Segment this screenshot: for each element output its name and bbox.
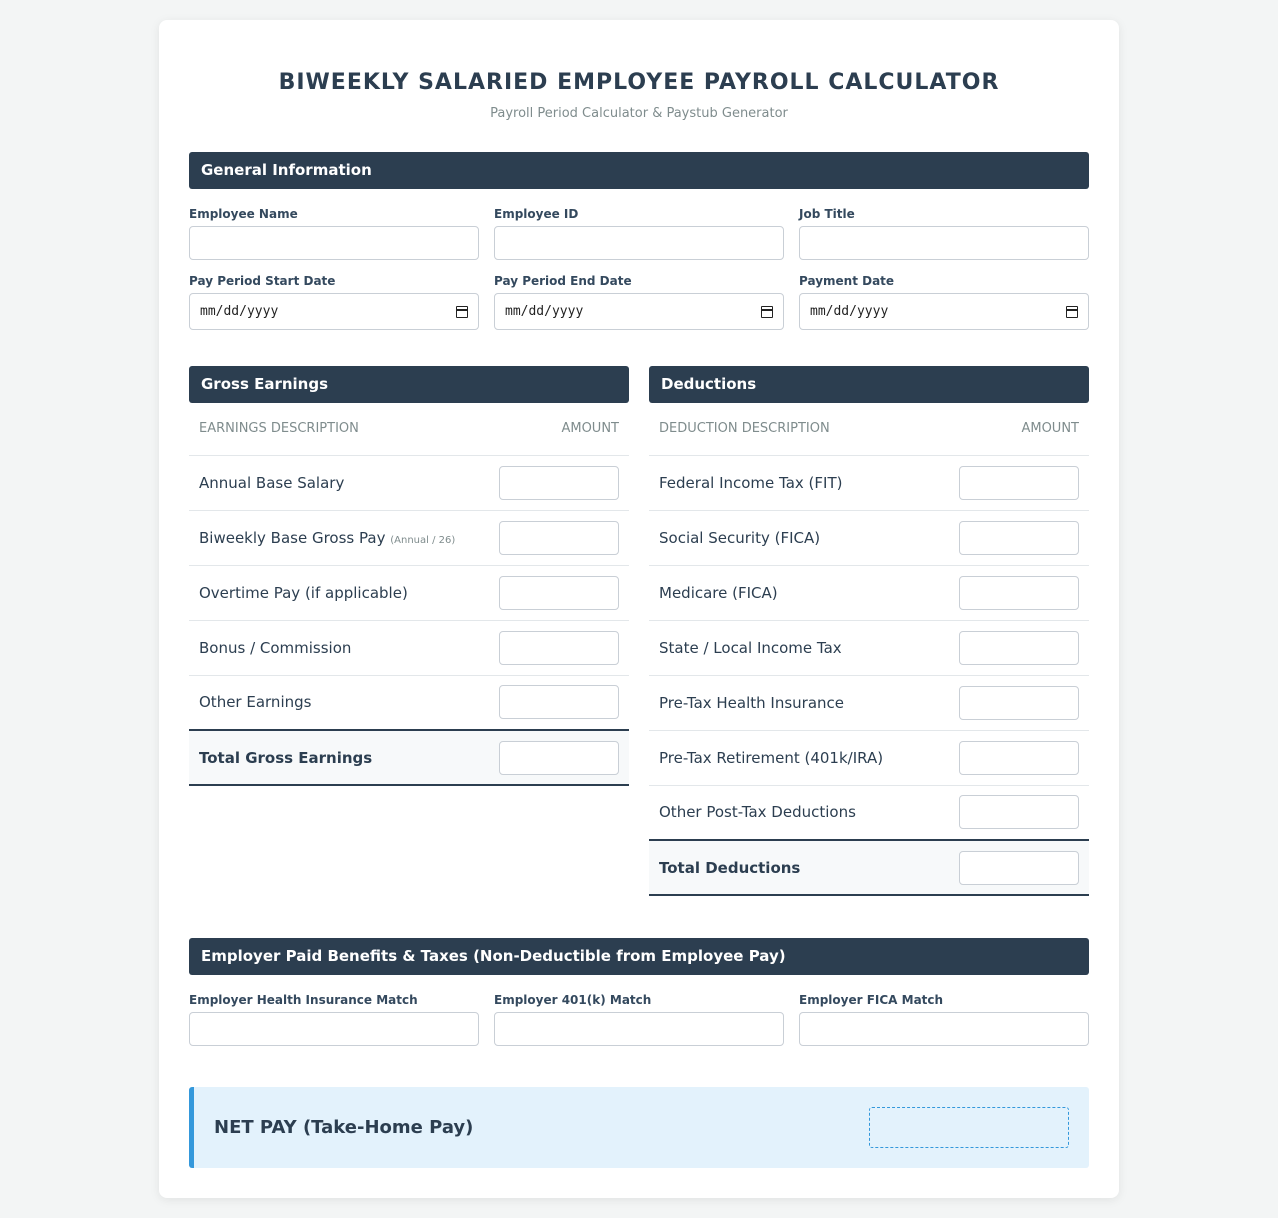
employer-401k-input[interactable] <box>494 1012 784 1046</box>
deduction-row-label: Pre-Tax Health Insurance <box>649 675 949 730</box>
employee-name-field <box>189 206 479 260</box>
deduction-row-label: Other Post-Tax Deductions <box>649 785 949 840</box>
employer-401k-field <box>494 992 784 1046</box>
employer-fica-input[interactable] <box>799 1012 1089 1046</box>
other-earnings-input[interactable] <box>499 685 619 719</box>
net-pay-label: NET PAY (Take-Home Pay) <box>214 1117 474 1138</box>
end-date-input[interactable] <box>494 293 784 330</box>
start-date-placeholder: mm/dd/yyyy <box>200 304 279 319</box>
employer-fica-field <box>799 992 1089 1046</box>
earnings-table <box>189 403 629 786</box>
employer-health-input[interactable] <box>189 1012 479 1046</box>
earnings-section-header: Gross Earnings <box>189 366 629 403</box>
employee-name-label: Employee Name <box>189 207 298 221</box>
total-deductions-label: Total Deductions <box>649 840 949 895</box>
earnings-row-label-wrap <box>189 510 489 565</box>
table-row <box>649 730 1089 785</box>
table-row <box>649 620 1089 675</box>
earnings-row-label: Other Earnings <box>189 675 489 730</box>
calendar-icon[interactable] <box>1066 306 1078 318</box>
deduction-row-label: Social Security (FICA) <box>649 510 949 565</box>
employer-health-field <box>189 992 479 1046</box>
retirement-input[interactable] <box>959 741 1079 775</box>
state-tax-input[interactable] <box>959 631 1079 665</box>
earnings-row-note: (Annual / 26) <box>390 534 456 546</box>
deduction-row-label: Medicare (FICA) <box>649 565 949 620</box>
overtime-input[interactable] <box>499 576 619 610</box>
total-gross-input[interactable] <box>499 741 619 775</box>
table-row <box>189 455 629 510</box>
employee-id-input[interactable] <box>494 226 784 260</box>
start-date-field <box>189 273 479 330</box>
general-section-header: General Information <box>189 152 1089 189</box>
earnings-row-label: Overtime Pay (if applicable) <box>189 565 489 620</box>
table-row <box>189 675 629 730</box>
deduction-row-label: State / Local Income Tax <box>649 620 949 675</box>
earnings-amount-header: AMOUNT <box>489 403 629 455</box>
deductions-total-row <box>649 840 1089 895</box>
table-row <box>189 620 629 675</box>
table-row <box>649 455 1089 510</box>
health-insurance-input[interactable] <box>959 686 1079 720</box>
annual-salary-input[interactable] <box>499 466 619 500</box>
deductions-section-header: Deductions <box>649 366 1089 403</box>
payment-date-input[interactable] <box>799 293 1089 330</box>
page-title: BIWEEKLY SALARIED EMPLOYEE PAYROLL CALCULATOR <box>278 70 1000 95</box>
employer-fica-label: Employer FICA Match <box>799 993 944 1007</box>
job-title-label: Job Title <box>799 207 855 221</box>
payment-date-label: Payment Date <box>799 274 895 288</box>
calendar-icon[interactable] <box>761 306 773 318</box>
table-row <box>189 565 629 620</box>
earnings-row-label: Annual Base Salary <box>189 455 489 510</box>
net-pay-value[interactable] <box>869 1107 1069 1148</box>
payment-date-placeholder: mm/dd/yyyy <box>810 304 889 319</box>
earnings-row-label: Biweekly Base Gross Pay <box>199 528 386 547</box>
employee-id-label: Employee ID <box>494 207 579 221</box>
payroll-card <box>159 20 1119 1198</box>
start-date-label: Pay Period Start Date <box>189 274 336 288</box>
table-row <box>649 785 1089 840</box>
page-subtitle: Payroll Period Calculator & Paystub Generator <box>490 106 788 121</box>
end-date-label: Pay Period End Date <box>494 274 632 288</box>
deductions-amount-header: AMOUNT <box>949 403 1089 455</box>
medicare-input[interactable] <box>959 576 1079 610</box>
end-date-field <box>494 273 784 330</box>
table-row <box>189 510 629 565</box>
table-row <box>649 565 1089 620</box>
total-gross-label: Total Gross Earnings <box>189 730 489 785</box>
employer-section-header: Employer Paid Benefits & Taxes (Non-Deductible from Employee Pay) <box>189 938 1089 975</box>
deductions-table <box>649 403 1089 896</box>
net-pay-panel <box>189 1087 1089 1168</box>
earnings-desc-header: EARNINGS DESCRIPTION <box>189 403 489 455</box>
earnings-total-row <box>189 730 629 785</box>
start-date-input[interactable] <box>189 293 479 330</box>
employer-health-label: Employer Health Insurance Match <box>189 993 418 1007</box>
job-title-field <box>799 206 1089 260</box>
calendar-icon[interactable] <box>456 306 468 318</box>
deductions-desc-header: DEDUCTION DESCRIPTION <box>649 403 949 455</box>
fit-input[interactable] <box>959 466 1079 500</box>
social-security-input[interactable] <box>959 521 1079 555</box>
employer-401k-label: Employer 401(k) Match <box>494 993 652 1007</box>
end-date-placeholder: mm/dd/yyyy <box>505 304 584 319</box>
employee-name-input[interactable] <box>189 226 479 260</box>
job-title-input[interactable] <box>799 226 1089 260</box>
deduction-row-label: Federal Income Tax (FIT) <box>649 455 949 510</box>
total-deductions-input[interactable] <box>959 851 1079 885</box>
deduction-row-label: Pre-Tax Retirement (401k/IRA) <box>649 730 949 785</box>
table-row <box>649 510 1089 565</box>
bonus-input[interactable] <box>499 631 619 665</box>
earnings-row-label: Bonus / Commission <box>189 620 489 675</box>
biweekly-gross-input[interactable] <box>499 521 619 555</box>
table-row <box>649 675 1089 730</box>
payment-date-field <box>799 273 1089 330</box>
employee-id-field <box>494 206 784 260</box>
post-tax-input[interactable] <box>959 795 1079 829</box>
